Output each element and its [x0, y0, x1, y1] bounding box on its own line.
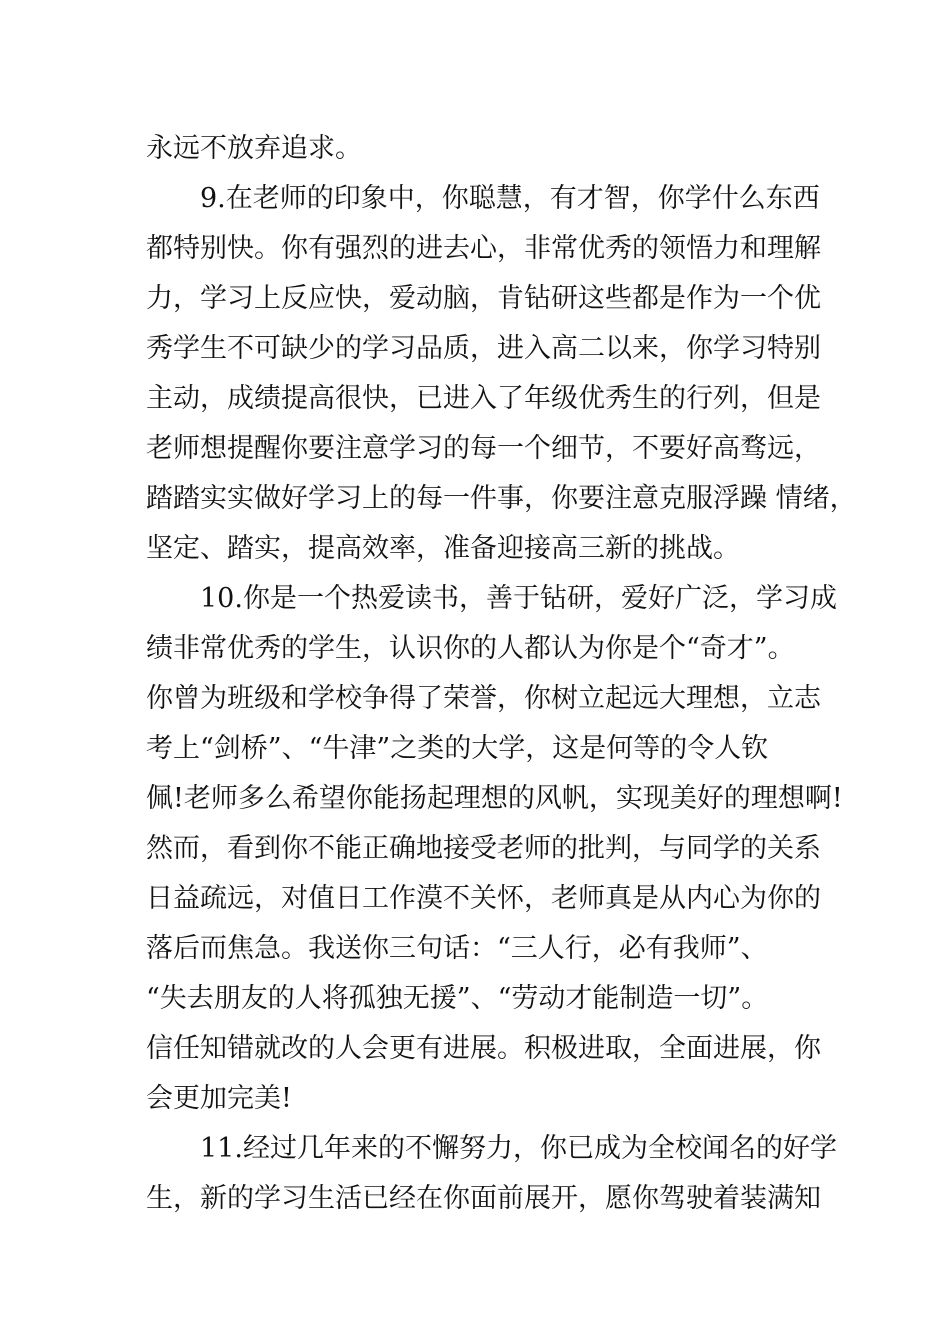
paragraph-line: 信任知错就改的人会更有进展。积极进取，全面进展，你 [146, 1033, 821, 1064]
paragraph-line: 落后而焦急。我送你三句话：“三人行，必有我师”、 [146, 933, 768, 964]
paragraph-line: 主动，成绩提高很快，已进入了年级优秀生的行列，但是 [146, 383, 821, 414]
paragraph-line: “失去朋友的人将孤独无援”、“劳动才能制造一切”。 [146, 983, 769, 1014]
paragraph-11-first-line: 11.经过几年来的不懈努力，你已成为全校闻名的好学 [200, 1133, 837, 1164]
paragraph-line: 永远不放弃追求。 [146, 133, 362, 164]
paragraph-line: 力，学习上反应快，爱动脑，肯钻研这些都是作为一个优 [146, 283, 821, 314]
paragraph-line: 都特别快。你有强烈的进去心，非常优秀的领悟力和理解 [146, 233, 821, 264]
document-body [146, 124, 857, 1224]
paragraph-line: 考上“剑桥”、“牛津”之类的大学，这是何等的令人钦 [146, 733, 769, 764]
paragraph-line: 生，新的学习生活已经在你面前展开，愿你驾驶着装满知 [146, 1183, 821, 1214]
paragraph-line: 老师想提醒你要注意学习的每一个细节，不要好高骛远， [146, 433, 821, 464]
paragraph-line: 踏踏实实做好学习上的每一件事，你要注意克服浮躁 情绪， [146, 483, 857, 514]
paragraph-line: 秀学生不可缺少的学习品质，进入高二以来，你学习特别 [146, 333, 821, 364]
paragraph-line: 佩!老师多么希望你能扬起理想的风帆，实现美好的理想啊! [146, 783, 843, 814]
paragraph-10-first-line: 10.你是一个热爱读书，善于钻研，爱好广泛，学习成 [200, 583, 837, 614]
paragraph-line: 绩非常优秀的学生，认识你的人都认为你是个“奇才”。 [146, 633, 795, 664]
paragraph-line: 然而，看到你不能正确地接受老师的批判，与同学的关系 [146, 833, 821, 864]
paragraph-9-first-line: 9.在老师的印象中，你聪慧，有才智，你学什么东西 [200, 183, 820, 214]
paragraph-line: 会更加完美! [146, 1083, 292, 1114]
paragraph-line: 坚定、踏实，提高效率，准备迎接高三新的挑战。 [146, 533, 740, 564]
paragraph-line: 日益疏远，对值日工作漠不关怀，老师真是从内心为你的 [146, 883, 821, 914]
paragraph-line: 你曾为班级和学校争得了荣誉，你树立起远大理想，立志 [146, 683, 821, 714]
